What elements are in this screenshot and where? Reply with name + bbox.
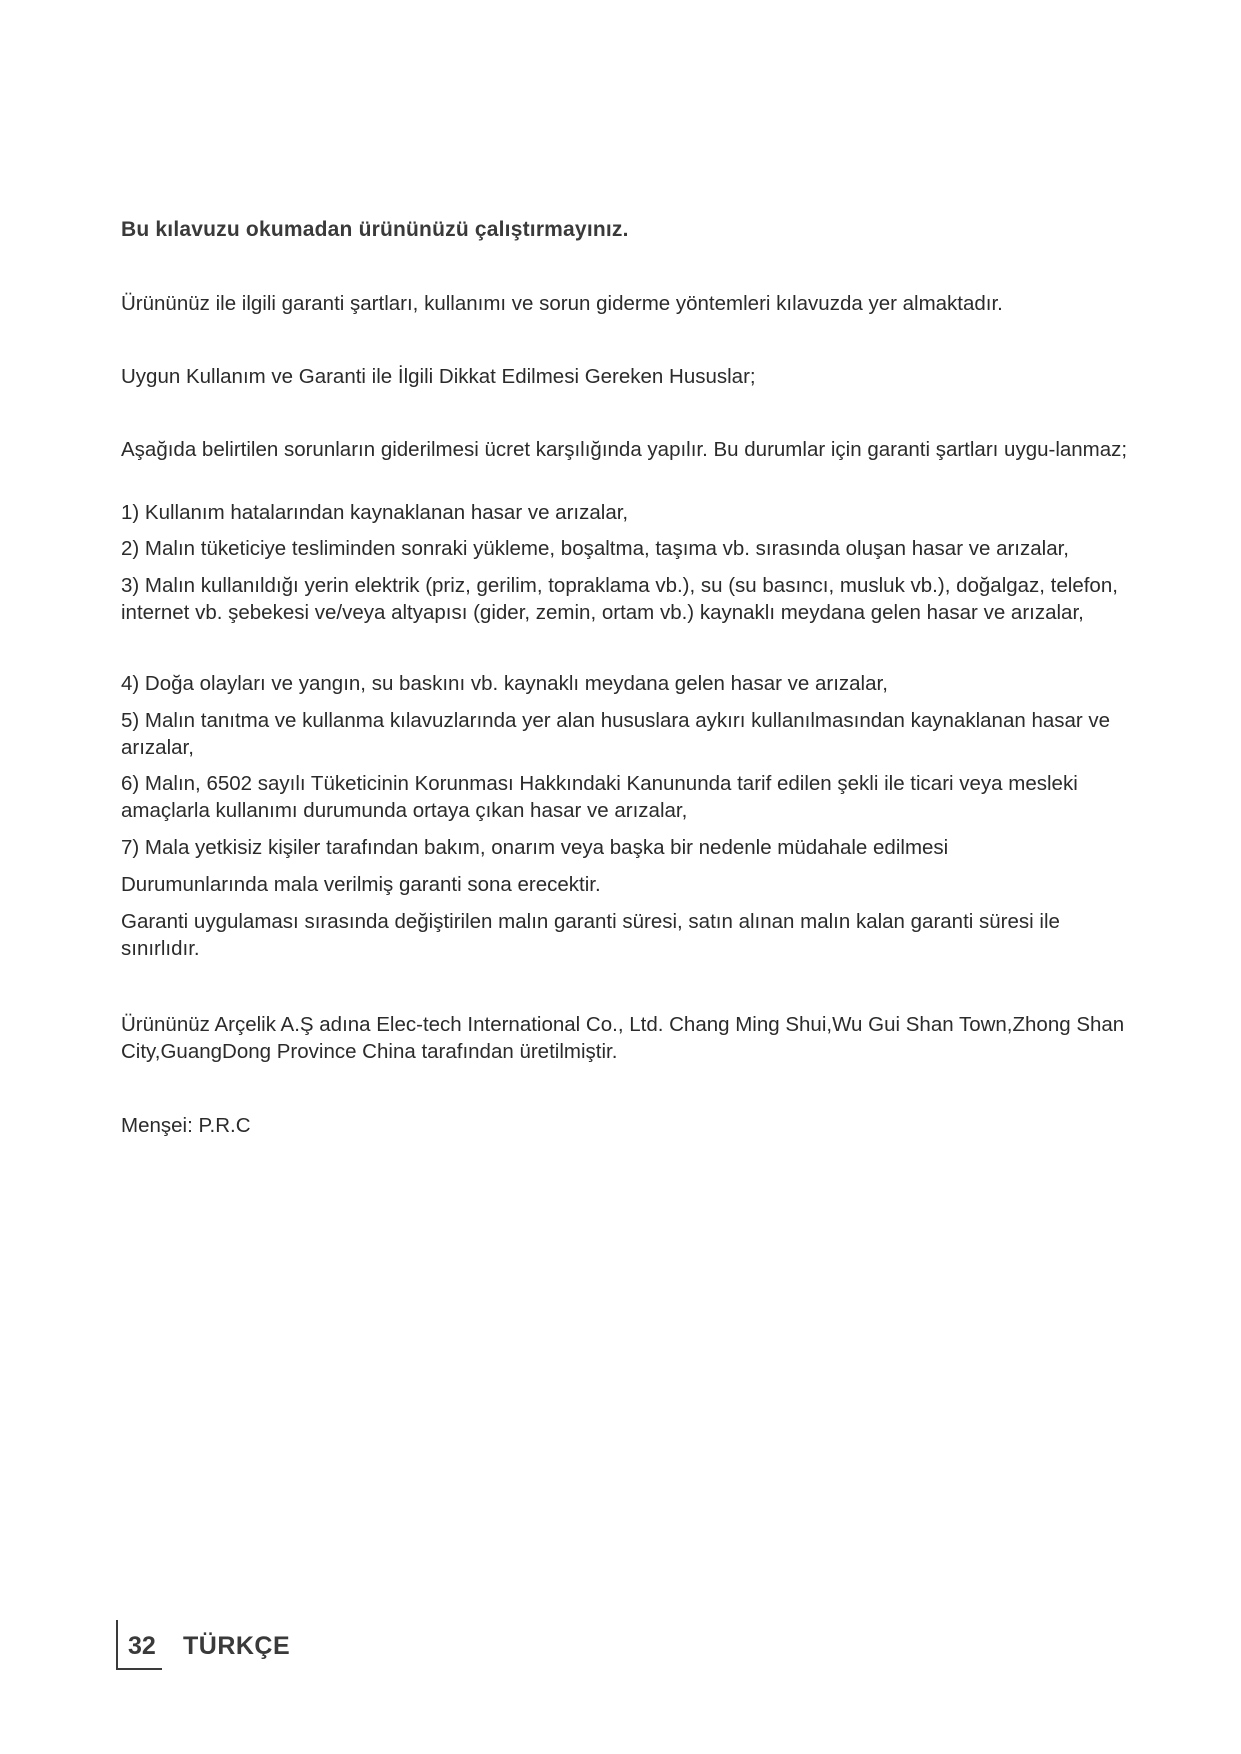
page-number: 32 (128, 1632, 156, 1660)
list-item: 6) Malın, 6502 sayılı Tüketicinin Korunması Hakkındaki Kanununda tarif edilen şekli ile ticari veya mesleki amaçlarla kullanımı durumunda ortaya çıkan hasar ve arızalar, (121, 772, 1078, 822)
footer-vertical-rule (116, 1620, 118, 1670)
warranty-period-text: Garanti uygulaması sırasında değiştirilen malın garanti süresi, satın alınan malın kalan garanti süresi ile sınırlıdır. (121, 910, 1060, 960)
list-item: 1) Kullanım hatalarından kaynaklanan hasar ve arızalar, (121, 501, 629, 524)
list-item: 7) Mala yetkisiz kişiler tarafından bakım, onarım veya başka bir nedenle müdahale edilmesi (121, 836, 949, 859)
intro-text: Ürününüz ile ilgili garanti şartları, kullanımı ve sorun giderme yöntemleri kılavuzda yer almaktadır. (121, 292, 1003, 315)
list-item: 5) Malın tanıtma ve kullanma kılavuzlarında yer alan hususlara aykırı kullanılmasından kaynaklanan hasar ve arızalar, (121, 709, 1111, 759)
language-label: TÜRKÇE (183, 1632, 291, 1660)
warranty-void-text: Durumunlarında mala verilmiş garanti sona erecektir. (121, 873, 601, 896)
manufacturer-text: Ürününüz Arçelik A.Ş adına Elec-tech International Co., Ltd. Chang Ming Shui,Wu Gui Shan Town,Zhong Shan City,GuangDong Province China tarafından üretilmiştir. (121, 1013, 1125, 1063)
warning-heading: Bu kılavuzu okumadan ürününüzü çalıştırmayınız. (121, 218, 629, 241)
list-item: 4) Doğa olayları ve yangın, su baskını vb. kaynaklı meydana gelen hasar ve arızalar, (121, 672, 888, 695)
list-item: 3) Malın kullanıldığı yerin elektrik (priz, gerilim, topraklama vb.), su (su basıncı, musluk vb.), doğalgaz, telefon, internet vb. şebekesi ve/veya altyapısı (gider, zemin, ortam vb.) kaynaklı meydana gelen hasar ve arızalar, (121, 574, 1118, 624)
list-item: 2) Malın tüketiciye tesliminden sonraki yükleme, boşaltma, taşıma vb. sırasında oluşan hasar ve arızalar, (121, 537, 1069, 560)
conditions-intro: Aşağıda belirtilen sorunların giderilmesi ücret karşılığında yapılır. Bu durumlar için garanti şartları uygu-lanmaz; (121, 438, 1128, 461)
origin-text: Menşei: P.R.C (121, 1114, 251, 1137)
footer-underline (116, 1668, 162, 1670)
section-title: Uygun Kullanım ve Garanti ile İlgili Dikkat Edilmesi Gereken Hususlar; (121, 365, 756, 388)
